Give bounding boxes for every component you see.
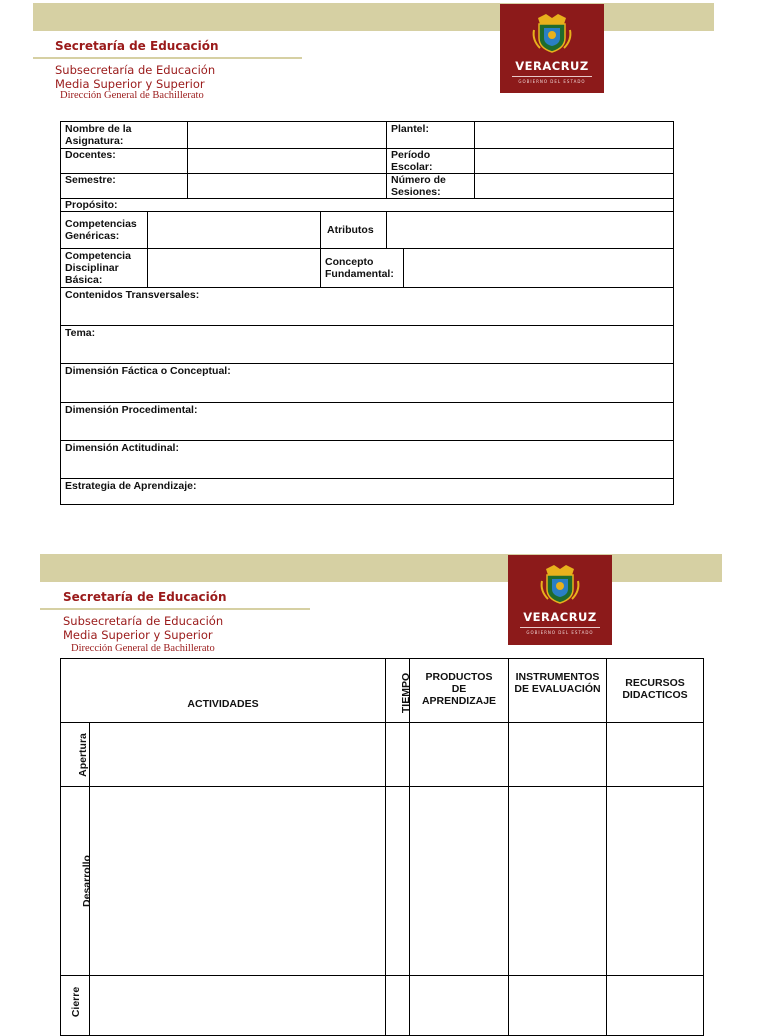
- label-asignatura: Nombre de la Asignatura:: [61, 122, 188, 149]
- veracruz-logo: [508, 555, 612, 645]
- header-band: [33, 3, 714, 31]
- label-competencias-genericas: Competencias Genéricas:: [61, 212, 148, 249]
- cell-desarrollo-recursos[interactable]: [607, 787, 704, 976]
- label-atributos: Atributos: [321, 212, 387, 249]
- row-label-desarrollo: [61, 787, 93, 976]
- cell-cierre-instrumentos[interactable]: [509, 976, 607, 1036]
- activities-table: [60, 658, 704, 1036]
- cell-cierre-tiempo[interactable]: [386, 976, 410, 1036]
- row-label-apertura-text: Apertura: [76, 732, 89, 777]
- field-competencias-genericas[interactable]: [148, 212, 321, 249]
- header-divider: [33, 57, 302, 59]
- cell-desarrollo-instrumentos[interactable]: [509, 787, 607, 976]
- header-direccion: Dirección General de Bachillerato: [60, 90, 204, 101]
- veracruz-logo: [500, 4, 604, 93]
- cell-apertura-actividades[interactable]: [90, 723, 386, 787]
- field-competencia-disciplinar[interactable]: [148, 249, 321, 288]
- field-plantel[interactable]: [475, 122, 674, 149]
- coat-of-arms-icon: [538, 561, 582, 605]
- logo-subtitle: GOBIERNO DEL ESTADO: [526, 630, 594, 635]
- header-subsecretaria: Subsecretaría de Educación: [55, 63, 216, 77]
- row-label-cierre-text: Cierre: [70, 986, 83, 1018]
- cell-apertura-productos[interactable]: [410, 723, 509, 787]
- logo-wordmark: VERACRUZ: [515, 59, 589, 73]
- cell-apertura-recursos[interactable]: [607, 723, 704, 787]
- cell-cierre-recursos[interactable]: [607, 976, 704, 1036]
- col-header-tiempo-label: TIEMPO: [400, 672, 413, 714]
- header-title: Secretaría de Educación: [55, 39, 219, 53]
- label-periodo: Período Escolar:: [387, 149, 475, 174]
- field-dimension-factica[interactable]: Dimensión Fáctica o Conceptual:: [61, 364, 674, 403]
- label-plantel: Plantel:: [387, 122, 475, 149]
- label-sesiones: Número de Sesiones:: [387, 174, 475, 199]
- row-label-cierre: [61, 976, 90, 1036]
- cell-cierre-productos[interactable]: [410, 976, 509, 1036]
- header-title: Secretaría de Educación: [63, 590, 227, 604]
- cell-desarrollo-productos[interactable]: [410, 787, 509, 976]
- field-tema[interactable]: Tema:: [61, 326, 674, 364]
- logo-rule: [520, 627, 600, 628]
- logo-subtitle: GOBIERNO DEL ESTADO: [518, 79, 586, 84]
- row-label-apertura: [61, 723, 90, 787]
- field-estrategia-aprendizaje[interactable]: Estrategia de Aprendizaje:: [61, 479, 674, 505]
- label-semestre: Semestre:: [61, 174, 188, 199]
- field-dimension-procedimental[interactable]: Dimensión Procedimental:: [61, 403, 674, 441]
- field-docentes[interactable]: [188, 149, 387, 174]
- header-divider: [40, 608, 310, 610]
- col-header-productos: PRODUCTOS DE APRENDIZAJE: [410, 659, 509, 723]
- row-label-desarrollo-text: Desarrollo: [80, 855, 93, 907]
- coat-of-arms-icon: [530, 10, 574, 54]
- logo-wordmark: VERACRUZ: [523, 610, 597, 624]
- field-dimension-actitudinal[interactable]: Dimensión Actitudinal:: [61, 441, 674, 479]
- cell-cierre-actividades[interactable]: [90, 976, 386, 1036]
- cell-desarrollo-actividades[interactable]: [90, 787, 386, 976]
- col-header-actividades: ACTIVIDADES: [61, 659, 386, 723]
- header-media-superior: Media Superior y Superior: [63, 628, 213, 642]
- logo-rule: [512, 76, 592, 77]
- header-media-superior: Media Superior y Superior: [55, 77, 205, 91]
- header-band: [40, 554, 722, 582]
- label-concepto-fundamental: Concepto Fundamental:: [321, 249, 404, 288]
- field-contenidos-transversales[interactable]: Contenidos Transversales:: [61, 288, 674, 326]
- field-semestre[interactable]: [188, 174, 387, 199]
- field-atributos[interactable]: [387, 212, 674, 249]
- label-proposito: Propósito:: [61, 199, 674, 212]
- field-concepto-fundamental[interactable]: [404, 249, 674, 288]
- header-subsecretaria: Subsecretaría de Educación: [63, 614, 224, 628]
- label-docentes: Docentes:: [61, 149, 188, 174]
- col-header-instrumentos: INSTRUMENTOS DE EVALUACIÓN: [509, 659, 607, 723]
- label-competencia-disciplinar: Competencia Disciplinar Básica:: [61, 249, 148, 288]
- field-periodo[interactable]: [475, 149, 674, 174]
- cell-apertura-instrumentos[interactable]: [509, 723, 607, 787]
- planning-form: [60, 121, 674, 505]
- cell-desarrollo-tiempo[interactable]: [386, 787, 410, 976]
- field-sesiones[interactable]: [475, 174, 674, 199]
- col-header-recursos: RECURSOS DIDACTICOS: [607, 659, 704, 723]
- cell-apertura-tiempo[interactable]: [386, 723, 410, 787]
- field-asignatura[interactable]: [188, 122, 387, 149]
- col-header-tiempo: [386, 659, 413, 723]
- header-direccion: Dirección General de Bachillerato: [71, 643, 215, 654]
